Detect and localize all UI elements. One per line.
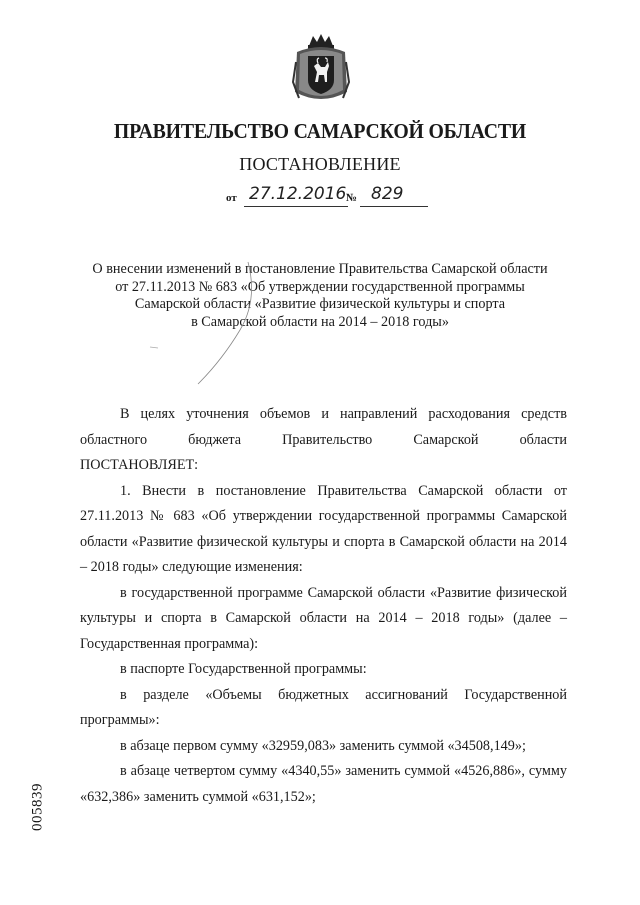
section-paragraph: в разделе «Объемы бюджетных ассигнований Государственной программы»: xyxy=(80,686,567,728)
date-number-line xyxy=(226,184,436,209)
number-value: 829 xyxy=(371,184,404,204)
decree-body xyxy=(80,402,567,810)
fourth-clause-paragraph: в абзаце четвертом сумму «4340,55» заменить суммой «4526,886», сумму «632,386» заменить суммой «631,152»; xyxy=(80,763,567,805)
item-1-paragraph: 1. Внести в постановление Правительства Самарской области от 27.11.2013 № 683 «Об утверждении государственной программы Самарской области «Развитие физической культуры и спорта в Самарской области на 2014 – 2018 годы» следующие изменения: xyxy=(80,482,567,575)
intro-paragraph: В целях уточнения объемов и направлений расходования средств областного бюджета Правительство Самарской области xyxy=(80,406,567,448)
document-type: ПОСТАНОВЛЕНИЕ xyxy=(239,154,401,174)
decree-word: ПОСТАНОВЛЯЕТ: xyxy=(80,457,199,473)
subject-line: от 27.11.2013 № 683 «Об утверждении государственной программы xyxy=(115,278,525,295)
serial-number: 005839 xyxy=(29,783,46,831)
passport-paragraph: в паспорте Государственной программы: xyxy=(120,661,367,677)
date-underline xyxy=(244,206,348,207)
first-clause-paragraph: в абзаце первом сумму «32959,083» заменить суммой «34508,149»; xyxy=(120,737,526,754)
number-underline xyxy=(360,206,428,207)
date-label: от xyxy=(226,192,237,204)
subject-line: в Самарской области на 2014 – 2018 годы» xyxy=(191,313,449,330)
samara-coat-of-arms-icon xyxy=(291,32,351,106)
program-paragraph: в государственной программе Самарской области «Развитие физической культуры и спорта в Самарской области на 2014 – 2018 годы» (далее – Государственная программа): xyxy=(80,584,567,652)
government-title: ПРАВИТЕЛЬСТВО САМАРСКОЙ ОБЛАСТИ xyxy=(113,119,527,143)
number-label: № xyxy=(346,192,358,204)
serial-stamp xyxy=(26,770,50,844)
subject-line: Самарской области «Развитие физической культуры и спорта xyxy=(134,296,506,313)
subject-line: О внесении изменений в постановление Правительства Самарской области xyxy=(92,261,548,277)
document-subject xyxy=(70,261,570,331)
date-value: 27.12.2016 xyxy=(249,184,347,204)
